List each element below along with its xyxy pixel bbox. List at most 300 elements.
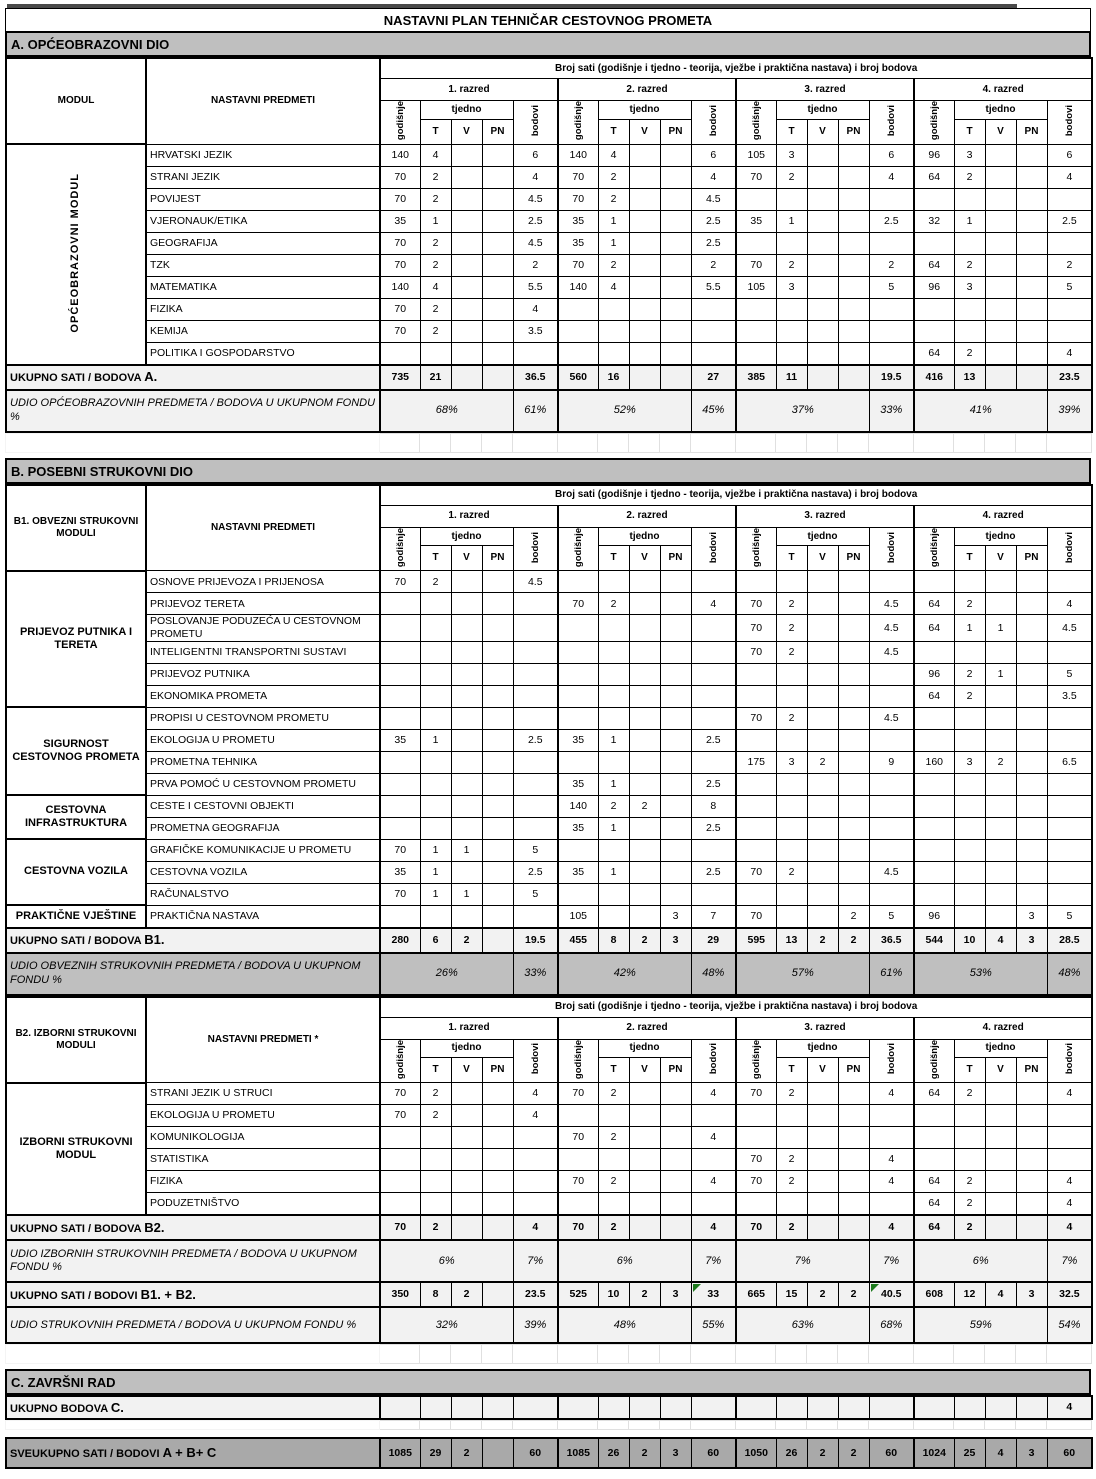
spacer-cell — [558, 1421, 598, 1430]
value-cell: 4 — [513, 1083, 558, 1105]
spacer-cell — [451, 1421, 482, 1430]
value-cell — [660, 615, 691, 641]
value-cell — [838, 1127, 869, 1149]
godisnje-header — [736, 527, 776, 571]
tvpn-header: T — [420, 1058, 451, 1083]
value-cell — [869, 1193, 914, 1216]
table-row — [6, 144, 1092, 166]
value-cell — [660, 685, 691, 707]
value-cell: 70 — [558, 1083, 598, 1105]
value-cell — [380, 593, 420, 615]
table-row — [6, 342, 1092, 365]
value-cell — [482, 593, 513, 615]
value-cell — [807, 365, 838, 390]
value-cell — [660, 641, 691, 663]
spacer-cell — [629, 1421, 660, 1430]
value-cell: 455 — [558, 928, 598, 953]
subject-cell: CESTE I CESTOVNI OBJEKTI — [146, 795, 380, 817]
value-cell — [513, 1171, 558, 1193]
value-cell: 4.5 — [869, 641, 914, 663]
table-c — [5, 1395, 1093, 1420]
value-cell — [1047, 1149, 1092, 1171]
godisnje-label: godišnje — [572, 101, 584, 141]
udio-percent: 53% — [914, 953, 1047, 995]
value-cell: 35 — [558, 773, 598, 795]
value-cell — [558, 663, 598, 685]
value-cell — [380, 707, 420, 729]
value-cell — [838, 795, 869, 817]
value-cell: 2 — [776, 1215, 807, 1240]
table-row — [6, 593, 1092, 615]
value-cell — [1016, 1193, 1047, 1216]
subject-cell: HRVATSKI JEZIK — [146, 144, 380, 166]
value-cell — [1016, 1127, 1047, 1149]
spacer-cell — [838, 433, 869, 452]
value-cell — [914, 232, 954, 254]
value-cell — [954, 188, 985, 210]
value-cell — [869, 342, 914, 365]
value-cell — [1016, 166, 1047, 188]
godisnje-label: godišnje — [928, 101, 940, 141]
value-cell — [598, 751, 629, 773]
value-cell — [807, 773, 838, 795]
value-cell: 2 — [954, 685, 985, 707]
value-cell — [420, 1193, 451, 1216]
value-cell — [691, 1149, 736, 1171]
value-cell: 2.5 — [691, 232, 736, 254]
value-cell: 64 — [914, 254, 954, 276]
value-cell — [985, 773, 1016, 795]
value-cell — [838, 883, 869, 905]
value-cell — [558, 571, 598, 593]
bodovi-label: bodovi — [1063, 531, 1075, 563]
udio-row — [6, 390, 1092, 432]
broj-sati-header: Broj sati (godišnje i tjedno - teorija, vježbe i praktična nastava) i broj bodova — [380, 997, 1092, 1018]
value-cell: 96 — [914, 144, 954, 166]
value-cell: 70 — [380, 320, 420, 342]
tvpn-header: PN — [482, 546, 513, 571]
spacer-cell — [954, 1421, 985, 1430]
value-cell: 5 — [1047, 663, 1092, 685]
value-cell — [691, 663, 736, 685]
value-cell — [598, 839, 629, 861]
spacer-row — [6, 1345, 1092, 1364]
value-cell — [660, 1193, 691, 1216]
subject-cell: POLITIKA I GOSPODARSTVO — [146, 342, 380, 365]
value-cell — [513, 593, 558, 615]
value-cell: 35 — [558, 210, 598, 232]
value-cell — [807, 320, 838, 342]
tvpn-header: V — [985, 1058, 1016, 1083]
value-cell — [451, 817, 482, 839]
value-cell — [629, 1149, 660, 1171]
total-label-suffix: A. — [144, 369, 158, 385]
spacer-cell — [482, 433, 513, 452]
table-row — [6, 320, 1092, 342]
value-cell — [1047, 1127, 1092, 1149]
value-cell — [869, 1396, 914, 1419]
grand-total-row — [6, 1438, 1092, 1468]
value-cell: 6 — [513, 144, 558, 166]
spacer-cell — [691, 433, 736, 452]
spacer-cell — [6, 1421, 380, 1430]
value-cell — [838, 342, 869, 365]
header-band-row — [6, 485, 1092, 506]
table-row — [6, 276, 1092, 298]
table-row — [6, 883, 1092, 905]
spacer-cell — [1016, 433, 1047, 452]
value-cell: 70 — [736, 166, 776, 188]
section-header-b: B. POSEBNI STRUKOVNI DIO — [5, 458, 1091, 484]
spacer-cell — [6, 1345, 380, 1364]
value-cell — [629, 1127, 660, 1149]
value-cell — [513, 905, 558, 928]
value-cell — [914, 839, 954, 861]
total-label-text: UKUPNO SATI / BODOVA — [10, 934, 145, 947]
value-cell — [1047, 571, 1092, 593]
value-cell — [420, 641, 451, 663]
value-cell: 70 — [736, 707, 776, 729]
value-cell — [985, 685, 1016, 707]
value-cell: 2 — [838, 905, 869, 928]
total-label-text: UKUPNO BODOVA — [10, 1402, 111, 1415]
value-cell — [629, 641, 660, 663]
value-cell — [513, 615, 558, 641]
value-cell — [736, 1127, 776, 1149]
value-cell — [1016, 210, 1047, 232]
value-cell — [660, 751, 691, 773]
bodovi-header — [1047, 1039, 1092, 1083]
value-cell — [776, 685, 807, 707]
subject-cell: VJERONAUK/ETIKA — [146, 210, 380, 232]
value-cell: 70 — [736, 593, 776, 615]
total-row-b1 — [6, 928, 1092, 953]
value-cell — [807, 905, 838, 928]
spacer-cell — [736, 1421, 776, 1430]
value-cell — [838, 663, 869, 685]
godisnje-label: godišnje — [572, 527, 584, 567]
value-cell: 21 — [420, 365, 451, 390]
value-cell: 2 — [420, 571, 451, 593]
value-cell — [482, 254, 513, 276]
value-cell: 70 — [380, 1105, 420, 1127]
value-cell: 4 — [985, 1438, 1016, 1468]
value-cell — [807, 1193, 838, 1216]
value-cell — [451, 795, 482, 817]
value-cell — [482, 817, 513, 839]
value-cell — [558, 1149, 598, 1171]
value-cell — [736, 883, 776, 905]
value-cell: 35 — [380, 861, 420, 883]
value-cell — [776, 1127, 807, 1149]
value-cell — [660, 144, 691, 166]
value-cell — [598, 883, 629, 905]
subject-cell: POVIJEST — [146, 188, 380, 210]
value-cell: 70 — [558, 1127, 598, 1149]
table-row — [6, 861, 1092, 883]
value-cell — [776, 839, 807, 861]
value-cell: 4 — [1047, 1171, 1092, 1193]
value-cell: 1 — [954, 615, 985, 641]
value-cell: 4 — [691, 593, 736, 615]
value-cell: 2.5 — [513, 210, 558, 232]
value-cell — [838, 210, 869, 232]
bodovi-header — [691, 527, 736, 571]
value-cell — [954, 1149, 985, 1171]
value-cell: 2 — [598, 1083, 629, 1105]
table-row — [6, 232, 1092, 254]
value-cell — [838, 615, 869, 641]
value-cell — [985, 839, 1016, 861]
value-cell — [660, 773, 691, 795]
value-cell — [420, 773, 451, 795]
value-cell: 28.5 — [1047, 928, 1092, 953]
spacer-cell — [660, 1421, 691, 1430]
value-cell: 105 — [736, 276, 776, 298]
value-cell: 2 — [451, 928, 482, 953]
value-cell — [660, 1127, 691, 1149]
value-cell: 4 — [691, 1171, 736, 1193]
value-cell — [954, 883, 985, 905]
value-cell — [482, 320, 513, 342]
value-cell — [954, 839, 985, 861]
module-cell: PRIJEVOZ PUTNIKA I TERETA — [6, 571, 146, 707]
value-cell: 2 — [807, 751, 838, 773]
value-cell — [914, 571, 954, 593]
value-cell — [807, 729, 838, 751]
godisnje-header — [914, 1039, 954, 1083]
value-cell: 2.5 — [869, 210, 914, 232]
spacer-cell — [914, 1345, 954, 1364]
value-cell — [807, 144, 838, 166]
value-cell — [954, 773, 985, 795]
value-cell — [629, 320, 660, 342]
spacer-row — [6, 433, 1092, 452]
spacer-table — [5, 1420, 1092, 1430]
value-cell: 4.5 — [691, 188, 736, 210]
value-cell — [838, 1396, 869, 1419]
udio-bodovi-percent: 39% — [513, 1307, 558, 1343]
value-cell — [380, 817, 420, 839]
value-cell — [691, 751, 736, 773]
value-cell — [482, 751, 513, 773]
value-cell: 140 — [558, 144, 598, 166]
value-cell: 385 — [736, 365, 776, 390]
value-cell — [954, 298, 985, 320]
value-cell: 3 — [1016, 905, 1047, 928]
value-cell — [629, 276, 660, 298]
value-cell: 4 — [420, 276, 451, 298]
value-cell: 4 — [1047, 1193, 1092, 1216]
table-row — [6, 166, 1092, 188]
value-cell — [1016, 795, 1047, 817]
value-cell: 1 — [420, 883, 451, 905]
spacer-cell — [838, 1421, 869, 1430]
value-cell — [838, 1083, 869, 1105]
table-row — [6, 1127, 1092, 1149]
value-cell — [629, 144, 660, 166]
value-cell — [776, 232, 807, 254]
value-cell: 70 — [380, 1215, 420, 1240]
table-row — [6, 571, 1092, 593]
value-cell — [838, 685, 869, 707]
value-cell: 4.5 — [869, 861, 914, 883]
total-label — [6, 365, 380, 390]
value-cell: 665 — [736, 1282, 776, 1307]
value-cell: 3.5 — [1047, 685, 1092, 707]
godisnje-label: godišnje — [750, 527, 762, 567]
bodovi-header — [1047, 527, 1092, 571]
value-cell — [1016, 1215, 1047, 1240]
udio-bodovi-percent: 54% — [1047, 1307, 1092, 1343]
value-cell — [691, 707, 736, 729]
value-cell — [691, 615, 736, 641]
value-cell: 70 — [380, 232, 420, 254]
value-cell: 5 — [1047, 276, 1092, 298]
value-cell — [914, 1105, 954, 1127]
razred-header: 1. razred — [380, 1017, 558, 1039]
tjedno-header: tjedno — [598, 1039, 691, 1058]
value-cell — [1047, 883, 1092, 905]
subject-cell: CESTOVNA VOZILA — [146, 861, 380, 883]
value-cell — [420, 817, 451, 839]
value-cell — [838, 254, 869, 276]
value-cell — [776, 795, 807, 817]
razred-header: 3. razred — [736, 79, 914, 101]
value-cell: 7 — [691, 905, 736, 928]
table-row — [6, 729, 1092, 751]
spacer-cell — [629, 1345, 660, 1364]
table-b1 — [5, 484, 1093, 996]
value-cell — [985, 593, 1016, 615]
value-cell — [736, 663, 776, 685]
tvpn-header: PN — [838, 119, 869, 144]
value-cell — [985, 1127, 1016, 1149]
value-cell — [482, 641, 513, 663]
value-cell — [380, 1171, 420, 1193]
value-cell — [807, 1396, 838, 1419]
value-cell: 2 — [420, 254, 451, 276]
value-cell — [513, 1193, 558, 1216]
value-cell — [482, 1083, 513, 1105]
value-cell: 6 — [420, 928, 451, 953]
spacer-1 — [5, 433, 1091, 453]
bodovi-header — [869, 101, 914, 145]
value-cell — [482, 707, 513, 729]
value-cell: 2 — [451, 1438, 482, 1468]
section-header-c: C. ZAVRŠNI RAD — [5, 1369, 1091, 1395]
table-row — [6, 1149, 1092, 1171]
value-cell: 2 — [513, 254, 558, 276]
tjedno-header: tjedno — [776, 101, 869, 120]
value-cell — [629, 839, 660, 861]
value-cell — [807, 298, 838, 320]
subject-cell: PROPISI U CESTOVNOM PROMETU — [146, 707, 380, 729]
value-cell — [629, 883, 660, 905]
value-cell — [736, 298, 776, 320]
spacer-table — [5, 433, 1092, 453]
value-cell — [691, 641, 736, 663]
value-cell — [807, 232, 838, 254]
value-cell — [451, 144, 482, 166]
value-cell — [807, 641, 838, 663]
value-cell — [660, 839, 691, 861]
value-cell — [914, 795, 954, 817]
bodovi-label: bodovi — [885, 104, 897, 137]
value-cell — [1016, 320, 1047, 342]
value-cell — [420, 795, 451, 817]
value-cell — [451, 254, 482, 276]
value-cell — [954, 1127, 985, 1149]
value-cell — [380, 641, 420, 663]
value-cell — [985, 571, 1016, 593]
value-cell: 2 — [629, 1282, 660, 1307]
value-cell: 36.5 — [513, 365, 558, 390]
godisnje-header — [736, 101, 776, 145]
value-cell: 3 — [1016, 1282, 1047, 1307]
value-cell — [451, 210, 482, 232]
value-cell — [691, 1193, 736, 1216]
value-cell — [451, 1171, 482, 1193]
value-cell — [914, 817, 954, 839]
value-cell: 2 — [629, 1438, 660, 1468]
value-cell — [482, 210, 513, 232]
value-cell: 4 — [1047, 166, 1092, 188]
subject-cell: STATISTIKA — [146, 1149, 380, 1171]
value-cell — [629, 817, 660, 839]
value-cell: 4 — [869, 1083, 914, 1105]
value-cell — [451, 1127, 482, 1149]
value-cell: 70 — [736, 861, 776, 883]
value-cell — [985, 166, 1016, 188]
value-cell — [513, 663, 558, 685]
value-cell — [1047, 188, 1092, 210]
bodovi-label: bodovi — [707, 1043, 719, 1075]
value-cell — [482, 276, 513, 298]
value-cell — [838, 1149, 869, 1171]
tjedno-header: tjedno — [954, 1039, 1047, 1058]
razred-header: 2. razred — [558, 79, 736, 101]
value-cell — [660, 1149, 691, 1171]
value-cell — [660, 1171, 691, 1193]
value-cell: 1 — [598, 861, 629, 883]
value-cell: 416 — [914, 365, 954, 390]
value-cell: 2.5 — [691, 210, 736, 232]
value-cell: 29 — [691, 928, 736, 953]
total-label-suffix: B1. + B2. — [140, 1286, 196, 1302]
value-cell — [985, 342, 1016, 365]
value-cell — [954, 1396, 985, 1419]
udio-percent: 48% — [558, 1307, 691, 1343]
value-cell — [807, 1083, 838, 1105]
module-cell: PRAKTIČNE VJEŠTINE — [6, 905, 146, 928]
value-cell — [1016, 342, 1047, 365]
value-cell — [629, 707, 660, 729]
header-band-row — [6, 58, 1092, 79]
value-cell: 4 — [691, 166, 736, 188]
value-cell — [482, 166, 513, 188]
value-cell — [1047, 729, 1092, 751]
value-cell: 4 — [1047, 1215, 1092, 1240]
razred-header: 4. razred — [914, 1017, 1092, 1039]
subject-cell: STRANI JEZIK U STRUCI — [146, 1083, 380, 1105]
value-cell — [482, 615, 513, 641]
value-cell — [451, 342, 482, 365]
table-row — [6, 905, 1092, 928]
value-cell: 70 — [380, 298, 420, 320]
value-cell — [482, 1171, 513, 1193]
value-cell — [1047, 773, 1092, 795]
